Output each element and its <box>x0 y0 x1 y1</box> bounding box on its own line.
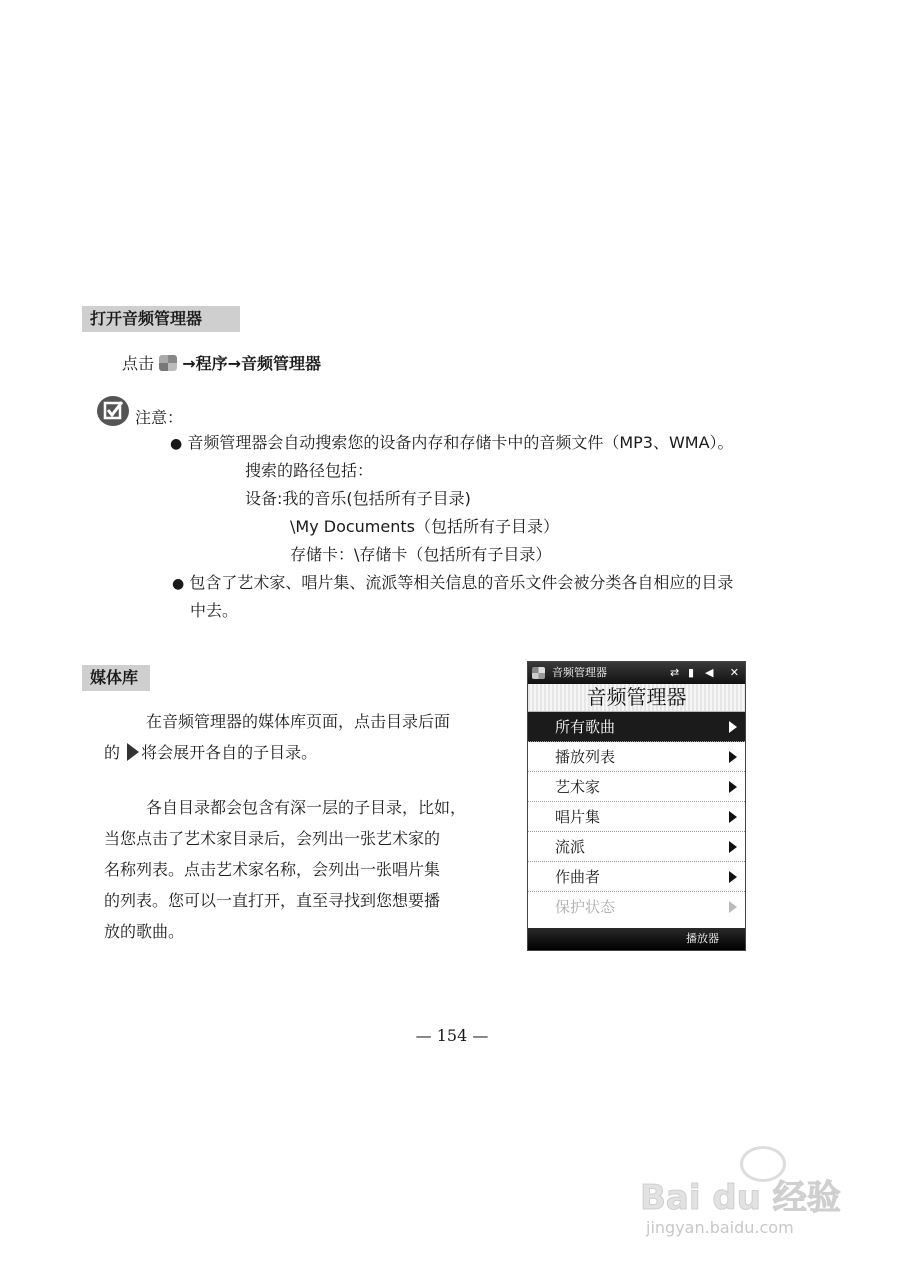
volume-icon: ◀ <box>705 666 714 679</box>
path-audio-manager: 音频管理器 <box>241 354 322 373</box>
search-path-docs: \My Documents（包括所有子目录） <box>290 517 559 536</box>
menu-item-artists[interactable] <box>528 772 745 802</box>
arrow-2: → <box>227 354 242 373</box>
chevron-right-icon <box>729 841 737 853</box>
note-item-2-line1: 包含了艺术家、唱片集、流派等相关信息的音乐文件会被分类各自相应的目录 <box>189 573 734 592</box>
paragraph-2 <box>104 792 514 947</box>
note-item-2 <box>172 570 733 593</box>
arrow-1: → <box>182 354 196 373</box>
paragraph-1-line1: 在音频管理器的媒体库页面，点击目录后面 <box>146 712 451 731</box>
paragraph-2-line3: 名称列表。点击艺术家名称，会列出一张唱片集 <box>104 860 441 879</box>
sync-icon: ⇄ <box>670 666 680 679</box>
watermark <box>640 1160 880 1250</box>
menu-item-playlists[interactable] <box>528 742 745 772</box>
bullet: ● <box>172 576 185 592</box>
note-label: 注意： <box>135 408 184 427</box>
paragraph-2-line4: 的列表。您可以一直打开，直至寻找到您想要播 <box>104 891 441 910</box>
chevron-right-icon <box>729 781 737 793</box>
search-path-device: 设备:我的音乐(包括所有子目录) <box>245 489 471 508</box>
paragraph-1 <box>104 706 514 768</box>
menu-item-composers[interactable] <box>528 862 745 892</box>
chevron-right-icon <box>729 901 737 913</box>
note-item-2-line2: 中去。 <box>190 601 239 620</box>
note-item-1 <box>170 430 734 453</box>
menu-item-label: 作曲者 <box>555 868 601 886</box>
watermark-url: jingyan.baidu.com <box>646 1218 794 1237</box>
phone-softkey-bar <box>528 928 745 950</box>
paragraph-2-line5: 放的歌曲。 <box>104 922 185 941</box>
windows-start-icon <box>159 355 177 371</box>
menu-item-label: 播放列表 <box>555 748 616 766</box>
menu-item-label: 唱片集 <box>555 808 601 826</box>
menu-item-protection-status <box>528 892 745 922</box>
paragraph-2-line1: 各自目录都会包含有深一层的子目录，比如， <box>146 798 467 817</box>
phone-screenshot <box>527 661 746 951</box>
search-path-label: 搜索的路径包括： <box>245 461 374 480</box>
page-number: — 154 — <box>415 1026 489 1045</box>
chevron-right-icon <box>729 751 737 763</box>
close-button[interactable]: ✕ <box>729 666 739 679</box>
paragraph-1-line2 <box>104 737 514 768</box>
menu-item-label: 流派 <box>555 838 586 856</box>
paragraph-1-line2-a: 的 <box>104 743 121 762</box>
search-path-card: 存储卡：\存储卡（包括所有子目录） <box>290 545 552 564</box>
menu-item-label: 所有歌曲 <box>555 718 616 736</box>
menu-item-genres[interactable] <box>528 832 745 862</box>
menu-item-all-songs[interactable] <box>528 712 745 742</box>
note-item-1-text: 音频管理器会自动搜索您的设备内存和存储卡中的音频文件（MP3、WMA）。 <box>187 433 734 452</box>
paragraph-1-line2-b: 将会展开各自的子目录。 <box>141 743 318 762</box>
section-title-media-library: 媒体库 <box>82 665 150 691</box>
softkey-player[interactable]: 播放器 <box>686 932 719 945</box>
phone-header: 音频管理器 <box>528 684 745 712</box>
phone-titlebar-text: 音频管理器 <box>552 666 607 679</box>
note-check-icon <box>97 396 129 426</box>
instruction-line <box>122 351 321 374</box>
phone-titlebar <box>528 662 745 684</box>
chevron-right-icon <box>729 811 737 823</box>
chevron-right-icon <box>729 871 737 883</box>
expand-arrow-icon <box>127 743 139 761</box>
click-prefix: 点击 <box>122 354 155 373</box>
paragraph-2-line2: 当您点击了艺术家目录后，会列出一张艺术家的 <box>104 829 441 848</box>
menu-item-label: 艺术家 <box>555 778 601 796</box>
signal-icon: ▮ <box>688 666 695 679</box>
menu-item-label: 保护状态 <box>555 898 616 916</box>
bullet: ● <box>170 436 183 452</box>
phone-menu-list <box>528 712 745 922</box>
section-title-open-audio-manager: 打开音频管理器 <box>82 306 240 332</box>
watermark-brand: Bai du 经验 <box>640 1178 841 1218</box>
menu-item-albums[interactable] <box>528 802 745 832</box>
path-programs: 程序 <box>195 354 228 373</box>
windows-start-icon[interactable] <box>532 667 545 679</box>
chevron-right-icon <box>729 721 737 733</box>
